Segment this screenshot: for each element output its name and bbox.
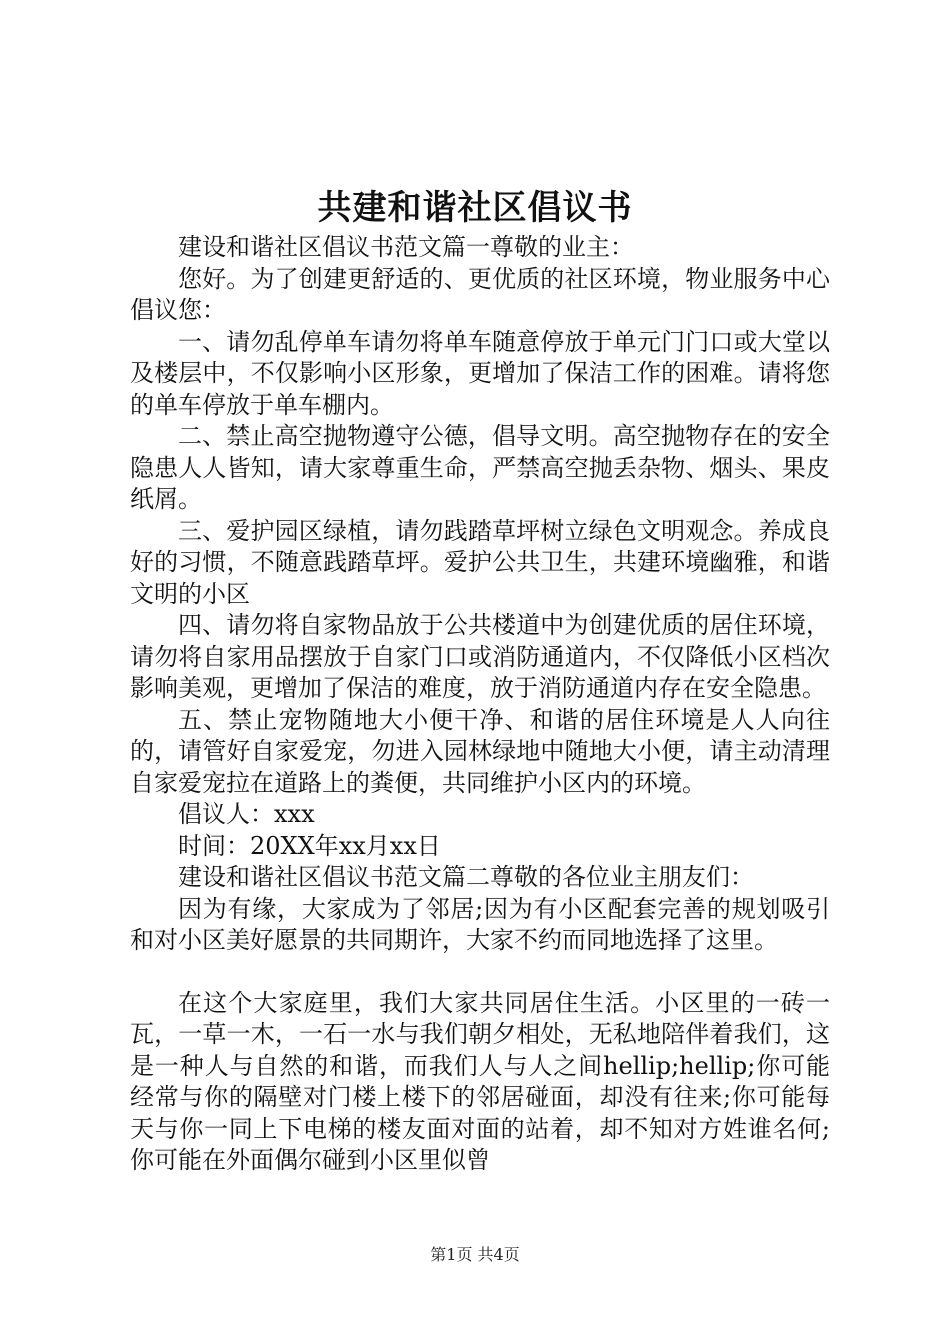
body-paragraph: 一、请勿乱停单车请勿将单车随意停放于单元门门口或大堂以及楼层中，不仅影响小区形象，更增加了保洁工作的困难。请将您的单车停放于单车棚内。 <box>130 327 830 419</box>
date-line: 时间：20XX年xx月xx日 <box>178 831 441 860</box>
signature-line: 倡议人：xxx <box>178 800 315 828</box>
body-paragraph: 三、爱护园区绿植，请勿践踏草坪树立绿色文明观念。养成良好的习惯，不随意践踏草坪。爱护公共卫生，共建环境幽雅，和谐文明的小区 <box>130 516 830 608</box>
salutation-paragraph: 建设和谐社区倡议书范文篇二尊敬的各位业主朋友们： <box>178 863 754 891</box>
body-paragraph: 四、请勿将自家物品放于公共楼道中为创建优质的居住环境，请勿将自家用品摆放于自家门口或消防通道内，不仅降低小区档次影响美观，更增加了保洁的难度，放于消防通道内存在安全隐患。 <box>130 611 830 702</box>
page-footer: 第1页 共4页 <box>430 1245 520 1264</box>
body-paragraph: 因为有缘，大家成为了邻居;因为有小区配套完善的规划吸引和对小区美好愿景的共同期许，大家不约而同地选择了这里。 <box>130 894 830 954</box>
document-title: 共建和谐社区倡议书 <box>317 188 633 228</box>
body-paragraph: 在这个大家庭里，我们大家共同居住生活。小区里的一砖一瓦，一草一木，一石一水与我们朝夕相处，无私地陪伴着我们，这是一种人与自然的和谐，而我们人与人之间hellip;hellip;你可能经常与你的隔壁对门楼上楼下的邻居碰面，却没有往来;你可能每天与你一同上下电梯的楼友面对面的站着，却不知对方姓谁名何;你可能在外面偶尔碰到小区里似曾 <box>130 988 830 1174</box>
document-body <box>130 232 830 1177</box>
salutation-paragraph: 建设和谐社区倡议书范文篇一尊敬的业主： <box>178 233 634 261</box>
body-paragraph: 您好。为了创建更舒适的、更优质的社区环境，物业服务中心倡议您： <box>130 264 830 324</box>
body-paragraph: 五、禁止宠物随地大小便干净、和谐的居住环境是人人向往的，请管好自家爱宠，勿进入园林绿地中随地大小便，请主动清理自家爱宠拉在道路上的粪便，共同维护小区内的环境。 <box>130 705 830 797</box>
body-paragraph: 二、禁止高空抛物遵守公德，倡导文明。高空抛物存在的安全隐患人人皆知，请大家尊重生命，严禁高空抛丢杂物、烟头、果皮纸屑。 <box>130 422 830 513</box>
